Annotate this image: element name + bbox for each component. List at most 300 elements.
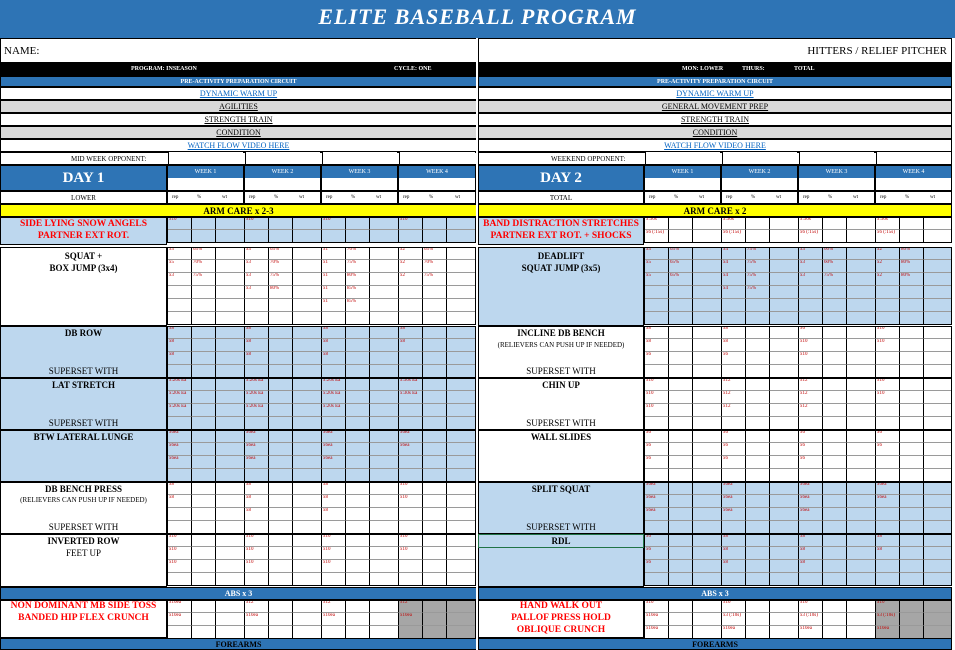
weight-cell[interactable] <box>369 312 398 325</box>
rep-cell[interactable] <box>321 312 345 325</box>
weight-cell[interactable] <box>215 613 244 626</box>
rep-cell[interactable]: x10 <box>644 600 668 613</box>
rep-cell[interactable] <box>167 521 191 534</box>
weight-cell[interactable] <box>292 430 321 443</box>
weight-cell[interactable] <box>846 613 875 626</box>
weight-cell[interactable] <box>292 230 321 243</box>
weight-cell[interactable] <box>692 312 721 325</box>
percent-cell[interactable] <box>422 508 446 521</box>
percent-cell[interactable] <box>745 352 769 365</box>
percent-cell[interactable] <box>345 482 369 495</box>
weight-cell[interactable] <box>215 495 244 508</box>
percent-cell[interactable] <box>822 286 846 299</box>
week-date-cell[interactable] <box>245 178 320 190</box>
percent-cell[interactable]: 65% <box>668 247 692 260</box>
rep-cell[interactable]: x6ea <box>244 456 268 469</box>
percent-cell[interactable] <box>268 217 292 230</box>
weight-cell[interactable] <box>692 365 721 378</box>
weight-cell[interactable] <box>769 260 798 273</box>
rep-cell[interactable]: x:20s Ea <box>167 378 191 391</box>
percent-cell[interactable] <box>668 312 692 325</box>
opponent-cell[interactable] <box>799 152 874 164</box>
rep-cell[interactable] <box>875 469 899 482</box>
weight-cell[interactable] <box>446 286 476 299</box>
percent-cell[interactable] <box>191 547 215 560</box>
rep-cell[interactable]: x10 <box>644 404 668 417</box>
rep-cell[interactable] <box>721 469 745 482</box>
rep-cell[interactable]: x6ea <box>644 508 668 521</box>
percent-cell[interactable] <box>345 417 369 430</box>
percent-cell[interactable] <box>668 521 692 534</box>
weight-cell[interactable] <box>446 352 476 365</box>
percent-cell[interactable] <box>345 573 369 586</box>
weight-cell[interactable] <box>446 247 476 260</box>
dynamic-warm-up-link-2[interactable]: DYNAMIC WARM UP <box>478 87 952 100</box>
percent-cell[interactable]: 65% <box>422 247 446 260</box>
weight-cell[interactable] <box>446 469 476 482</box>
weight-cell[interactable] <box>692 626 721 639</box>
rep-cell[interactable]: x1 <box>321 260 345 273</box>
percent-cell[interactable]: 75% <box>422 273 446 286</box>
percent-cell[interactable] <box>191 404 215 417</box>
rep-cell[interactable]: x10 <box>798 352 822 365</box>
weight-cell[interactable] <box>769 469 798 482</box>
rep-cell[interactable]: x10 <box>321 547 345 560</box>
weight-cell[interactable] <box>446 312 476 325</box>
rep-cell[interactable]: x6 (:15s) <box>875 230 899 243</box>
percent-cell[interactable] <box>191 443 215 456</box>
rep-cell[interactable]: x6ea <box>721 508 745 521</box>
weight-cell[interactable] <box>692 600 721 613</box>
rep-cell[interactable] <box>644 417 668 430</box>
rep-cell[interactable]: x5 <box>644 273 668 286</box>
percent-cell[interactable] <box>668 534 692 547</box>
percent-cell[interactable] <box>745 378 769 391</box>
percent-cell[interactable]: 85% <box>345 299 369 312</box>
percent-cell[interactable] <box>822 482 846 495</box>
rep-cell[interactable]: x8 <box>721 560 745 573</box>
percent-cell[interactable] <box>822 404 846 417</box>
weight-cell[interactable] <box>923 378 952 391</box>
rep-cell[interactable]: x:30s <box>721 217 745 230</box>
weight-cell[interactable] <box>215 560 244 573</box>
rep-cell[interactable]: x:30s Ea <box>398 391 422 404</box>
weight-cell[interactable] <box>923 443 952 456</box>
rep-cell[interactable]: x10 <box>644 391 668 404</box>
weight-cell[interactable] <box>692 560 721 573</box>
percent-cell[interactable] <box>268 230 292 243</box>
rep-cell[interactable] <box>644 469 668 482</box>
rep-cell[interactable]: x6ea <box>398 443 422 456</box>
percent-cell[interactable] <box>822 299 846 312</box>
weight-cell[interactable] <box>292 521 321 534</box>
rep-cell[interactable]: x10ea <box>875 626 899 639</box>
weight-cell[interactable] <box>292 352 321 365</box>
weight-cell[interactable] <box>846 326 875 339</box>
weight-cell[interactable] <box>769 508 798 521</box>
rep-cell[interactable]: x:30s <box>644 217 668 230</box>
weight-cell[interactable] <box>923 230 952 243</box>
percent-cell[interactable] <box>345 230 369 243</box>
rep-cell[interactable]: x:20s Ea <box>244 391 268 404</box>
percent-cell[interactable] <box>899 534 923 547</box>
percent-cell[interactable] <box>668 326 692 339</box>
percent-cell[interactable] <box>745 456 769 469</box>
rep-cell[interactable]: x6 <box>644 560 668 573</box>
percent-cell[interactable] <box>822 312 846 325</box>
weight-cell[interactable] <box>369 430 398 443</box>
weight-cell[interactable] <box>769 404 798 417</box>
percent-cell[interactable] <box>668 600 692 613</box>
weight-cell[interactable] <box>292 247 321 260</box>
rep-cell[interactable]: x8 <box>721 326 745 339</box>
rep-cell[interactable]: x12 <box>398 600 422 613</box>
name-field[interactable] <box>0 38 477 63</box>
percent-cell[interactable] <box>268 469 292 482</box>
weight-cell[interactable] <box>446 299 476 312</box>
weight-cell[interactable] <box>769 417 798 430</box>
rep-cell[interactable]: x3 <box>244 260 268 273</box>
rep-cell[interactable]: x8 <box>167 495 191 508</box>
percent-cell[interactable] <box>191 469 215 482</box>
dynamic-warm-up-link[interactable]: DYNAMIC WARM UP <box>0 87 477 100</box>
weight-cell[interactable] <box>846 430 875 443</box>
percent-cell[interactable] <box>745 326 769 339</box>
rep-cell[interactable]: x8 <box>798 534 822 547</box>
rep-cell[interactable]: x3 <box>244 273 268 286</box>
rep-cell[interactable]: x1 <box>321 247 345 260</box>
rep-cell[interactable]: x6ea <box>798 495 822 508</box>
rep-cell[interactable] <box>721 299 745 312</box>
percent-cell[interactable] <box>745 443 769 456</box>
percent-cell[interactable] <box>899 456 923 469</box>
rep-cell[interactable]: x8 <box>321 339 345 352</box>
rep-cell[interactable] <box>398 417 422 430</box>
percent-cell[interactable]: 65% <box>268 247 292 260</box>
percent-cell[interactable] <box>822 352 846 365</box>
weight-cell[interactable] <box>769 339 798 352</box>
weight-cell[interactable] <box>692 247 721 260</box>
percent-cell[interactable] <box>345 404 369 417</box>
rep-cell[interactable]: x10 <box>321 534 345 547</box>
percent-cell[interactable]: 65% <box>668 273 692 286</box>
rep-cell[interactable]: x10 <box>244 534 268 547</box>
watch-video-link[interactable]: WATCH FLOW VIDEO HERE <box>0 139 477 152</box>
rep-cell[interactable] <box>321 469 345 482</box>
watch-video-link-2[interactable]: WATCH FLOW VIDEO HERE <box>478 139 952 152</box>
rep-cell[interactable]: x10 <box>398 534 422 547</box>
percent-cell[interactable] <box>822 613 846 626</box>
rep-cell[interactable]: x8 <box>167 352 191 365</box>
rep-cell[interactable]: x12 <box>721 404 745 417</box>
rep-cell[interactable]: x8 <box>875 534 899 547</box>
percent-cell[interactable] <box>745 547 769 560</box>
percent-cell[interactable] <box>422 365 446 378</box>
weight-cell[interactable] <box>369 260 398 273</box>
weight-cell[interactable] <box>369 508 398 521</box>
percent-cell[interactable] <box>899 391 923 404</box>
weight-cell[interactable] <box>846 312 875 325</box>
percent-cell[interactable] <box>191 613 215 626</box>
percent-cell[interactable] <box>822 521 846 534</box>
weight-cell[interactable] <box>292 534 321 547</box>
percent-cell[interactable] <box>899 508 923 521</box>
rep-cell[interactable]: x:20s Ea <box>244 378 268 391</box>
weight-cell[interactable] <box>692 326 721 339</box>
weight-cell[interactable] <box>292 404 321 417</box>
rep-cell[interactable]: x8 <box>321 508 345 521</box>
rep-cell[interactable]: x8 <box>721 534 745 547</box>
rep-cell[interactable]: x6ea <box>167 430 191 443</box>
rep-cell[interactable]: x4 <box>721 260 745 273</box>
rep-cell[interactable]: x10 <box>244 560 268 573</box>
week-date-cell[interactable] <box>399 178 475 190</box>
rep-cell[interactable]: x8 <box>244 326 268 339</box>
weight-cell[interactable] <box>369 326 398 339</box>
weight-cell[interactable] <box>923 365 952 378</box>
weight-cell[interactable] <box>215 417 244 430</box>
percent-cell[interactable] <box>899 378 923 391</box>
rep-cell[interactable]: x10ea <box>321 613 345 626</box>
weight-cell[interactable] <box>215 378 244 391</box>
rep-cell[interactable]: x6ea <box>721 495 745 508</box>
weight-cell[interactable] <box>923 417 952 430</box>
rep-cell[interactable] <box>875 299 899 312</box>
rep-cell[interactable]: x3 (:10s) <box>721 613 745 626</box>
weight-cell[interactable] <box>692 391 721 404</box>
percent-cell[interactable] <box>745 560 769 573</box>
percent-cell[interactable] <box>899 339 923 352</box>
rep-cell[interactable] <box>167 286 191 299</box>
weight-cell[interactable] <box>369 482 398 495</box>
percent-cell[interactable] <box>822 443 846 456</box>
weight-cell[interactable] <box>215 391 244 404</box>
percent-cell[interactable]: 80% <box>899 260 923 273</box>
weight-cell[interactable] <box>369 286 398 299</box>
percent-cell[interactable] <box>268 365 292 378</box>
weight-cell[interactable] <box>769 626 798 639</box>
percent-cell[interactable] <box>899 600 923 613</box>
weight-cell[interactable] <box>215 339 244 352</box>
percent-cell[interactable] <box>745 430 769 443</box>
weight-cell[interactable] <box>369 365 398 378</box>
weight-cell[interactable] <box>923 547 952 560</box>
rep-cell[interactable] <box>798 299 822 312</box>
percent-cell[interactable] <box>191 573 215 586</box>
rep-cell[interactable] <box>398 230 422 243</box>
weight-cell[interactable] <box>292 573 321 586</box>
weight-cell[interactable] <box>446 273 476 286</box>
rep-cell[interactable]: x10 <box>875 378 899 391</box>
percent-cell[interactable]: 85% <box>345 286 369 299</box>
rep-cell[interactable] <box>875 352 899 365</box>
percent-cell[interactable] <box>668 443 692 456</box>
percent-cell[interactable] <box>822 430 846 443</box>
rep-cell[interactable]: x6 <box>721 443 745 456</box>
rep-cell[interactable]: x6ea <box>721 482 745 495</box>
weight-cell[interactable] <box>215 260 244 273</box>
rep-cell[interactable]: x8 <box>244 339 268 352</box>
weight-cell[interactable] <box>292 417 321 430</box>
percent-cell[interactable] <box>899 560 923 573</box>
percent-cell[interactable] <box>668 378 692 391</box>
percent-cell[interactable] <box>745 365 769 378</box>
rep-cell[interactable] <box>721 312 745 325</box>
rep-cell[interactable]: x10ea <box>244 613 268 626</box>
weight-cell[interactable] <box>769 352 798 365</box>
rep-cell[interactable] <box>398 508 422 521</box>
weight-cell[interactable] <box>369 230 398 243</box>
week-date-cell[interactable] <box>799 178 874 190</box>
weight-cell[interactable] <box>292 613 321 626</box>
weight-cell[interactable] <box>369 547 398 560</box>
rep-cell[interactable]: x8 <box>875 547 899 560</box>
weight-cell[interactable] <box>215 626 244 639</box>
rep-cell[interactable] <box>244 230 268 243</box>
percent-cell[interactable] <box>668 482 692 495</box>
weight-cell[interactable] <box>769 573 798 586</box>
percent-cell[interactable] <box>899 299 923 312</box>
rep-cell[interactable]: x6 <box>721 456 745 469</box>
weight-cell[interactable] <box>446 521 476 534</box>
weight-cell[interactable] <box>692 273 721 286</box>
percent-cell[interactable] <box>668 352 692 365</box>
weight-cell[interactable] <box>846 247 875 260</box>
percent-cell[interactable] <box>668 365 692 378</box>
opponent-cell[interactable] <box>322 152 397 164</box>
rep-cell[interactable]: x2 <box>875 260 899 273</box>
percent-cell[interactable] <box>345 378 369 391</box>
rep-cell[interactable]: x12 <box>321 600 345 613</box>
weight-cell[interactable] <box>692 230 721 243</box>
percent-cell[interactable] <box>822 339 846 352</box>
percent-cell[interactable] <box>668 339 692 352</box>
rep-cell[interactable]: x10 <box>398 482 422 495</box>
percent-cell[interactable] <box>345 352 369 365</box>
percent-cell[interactable] <box>268 443 292 456</box>
weight-cell[interactable] <box>215 547 244 560</box>
percent-cell[interactable] <box>745 534 769 547</box>
weight-cell[interactable] <box>692 456 721 469</box>
rep-cell[interactable]: x5 <box>644 260 668 273</box>
percent-cell[interactable] <box>191 521 215 534</box>
rep-cell[interactable] <box>398 469 422 482</box>
rep-cell[interactable]: x6ea <box>644 482 668 495</box>
percent-cell[interactable] <box>268 456 292 469</box>
weight-cell[interactable] <box>369 217 398 230</box>
percent-cell[interactable] <box>899 404 923 417</box>
weight-cell[interactable] <box>769 443 798 456</box>
rep-cell[interactable]: x10 <box>167 217 191 230</box>
weight-cell[interactable] <box>369 378 398 391</box>
rep-cell[interactable] <box>244 469 268 482</box>
rep-cell[interactable]: x8 <box>721 339 745 352</box>
weight-cell[interactable] <box>846 508 875 521</box>
weight-cell[interactable] <box>215 286 244 299</box>
rep-cell[interactable]: x10 <box>398 495 422 508</box>
weight-cell[interactable] <box>215 534 244 547</box>
weight-cell[interactable] <box>215 443 244 456</box>
rep-cell[interactable]: x8 <box>321 482 345 495</box>
rep-cell[interactable]: x8 <box>721 547 745 560</box>
rep-cell[interactable]: x8 <box>167 326 191 339</box>
weight-cell[interactable] <box>292 299 321 312</box>
rep-cell[interactable]: x8 <box>244 495 268 508</box>
rep-cell[interactable]: x5 <box>167 260 191 273</box>
opponent-cell[interactable] <box>876 152 951 164</box>
percent-cell[interactable] <box>345 613 369 626</box>
rep-cell[interactable]: x10ea <box>644 613 668 626</box>
weight-cell[interactable] <box>846 495 875 508</box>
percent-cell[interactable] <box>422 560 446 573</box>
rep-cell[interactable]: x8 <box>244 482 268 495</box>
rep-cell[interactable]: x12 <box>798 378 822 391</box>
weight-cell[interactable] <box>923 521 952 534</box>
rep-cell[interactable]: x3 <box>798 273 822 286</box>
percent-cell[interactable] <box>899 573 923 586</box>
rep-cell[interactable]: x:20s Ea <box>244 404 268 417</box>
rep-cell[interactable]: x8 <box>167 339 191 352</box>
weight-cell[interactable] <box>846 217 875 230</box>
percent-cell[interactable] <box>268 521 292 534</box>
rep-cell[interactable]: x10ea <box>167 600 191 613</box>
rep-cell[interactable]: x6 <box>798 456 822 469</box>
percent-cell[interactable] <box>191 391 215 404</box>
rep-cell[interactable]: x6ea <box>644 495 668 508</box>
percent-cell[interactable] <box>268 339 292 352</box>
rep-cell[interactable]: x5 <box>644 247 668 260</box>
weight-cell[interactable] <box>446 326 476 339</box>
weight-cell[interactable] <box>923 326 952 339</box>
percent-cell[interactable] <box>822 326 846 339</box>
rep-cell[interactable] <box>398 560 422 573</box>
rep-cell[interactable] <box>798 469 822 482</box>
rep-cell[interactable] <box>167 365 191 378</box>
rep-cell[interactable]: x8 <box>398 339 422 352</box>
weight-cell[interactable] <box>292 378 321 391</box>
rep-cell[interactable] <box>875 521 899 534</box>
weight-cell[interactable] <box>692 299 721 312</box>
rep-cell[interactable]: x6ea <box>321 430 345 443</box>
percent-cell[interactable] <box>191 312 215 325</box>
rep-cell[interactable] <box>244 521 268 534</box>
percent-cell[interactable] <box>745 626 769 639</box>
percent-cell[interactable]: 75% <box>745 286 769 299</box>
percent-cell[interactable] <box>191 534 215 547</box>
percent-cell[interactable] <box>422 573 446 586</box>
percent-cell[interactable] <box>899 482 923 495</box>
percent-cell[interactable] <box>191 339 215 352</box>
rep-cell[interactable]: x6 <box>875 430 899 443</box>
weight-cell[interactable] <box>369 534 398 547</box>
percent-cell[interactable] <box>422 521 446 534</box>
weight-cell[interactable] <box>369 495 398 508</box>
weight-cell[interactable] <box>369 521 398 534</box>
rep-cell[interactable]: x8 <box>798 560 822 573</box>
weight-cell[interactable] <box>215 600 244 613</box>
rep-cell[interactable]: x:30s Ea <box>398 378 422 391</box>
opponent-cell[interactable] <box>645 152 720 164</box>
weight-cell[interactable] <box>923 456 952 469</box>
percent-cell[interactable]: 75% <box>745 273 769 286</box>
percent-cell[interactable] <box>668 495 692 508</box>
percent-cell[interactable] <box>899 613 923 626</box>
rep-cell[interactable]: x6ea <box>798 508 822 521</box>
rep-cell[interactable]: x2 <box>875 273 899 286</box>
weight-cell[interactable] <box>292 391 321 404</box>
percent-cell[interactable] <box>745 482 769 495</box>
rep-cell[interactable] <box>321 521 345 534</box>
